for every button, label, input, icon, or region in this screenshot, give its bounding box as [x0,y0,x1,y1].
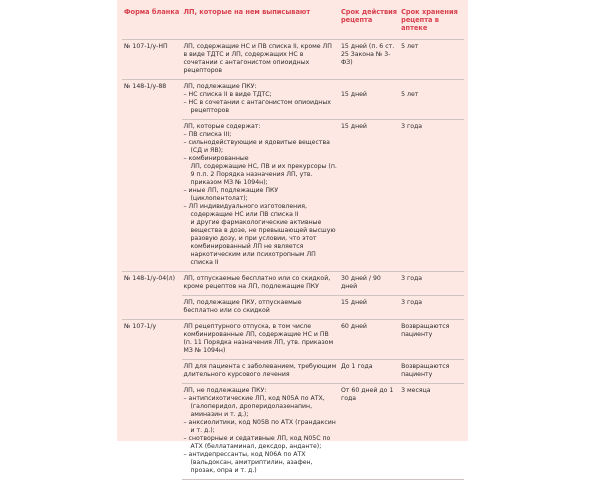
table-row [122,383,464,479]
drug-line: ЛП, не подлежащие ПКУ: [183,386,267,394]
drug-line: – НС в сочетании с антагонистом опиоидных рецепторов [183,98,331,114]
cell-form: № 148-1/у-88 [122,79,182,119]
cell-validity: 15 дней [339,79,399,119]
cell-storage: 5 лет [401,42,419,50]
cell-validity: 60 дней [339,319,399,359]
cell-drugs [182,295,339,319]
table-row [122,79,464,119]
cell-drugs [182,119,339,271]
drug-line: ЛП, содержащие НС, ПВ и их прекурсоры (п. 9 п.п. 2 Порядка назначения ЛП, утв. приказом МЗ № 1094н); [190,162,337,186]
cell-storage: 3 месяца [399,383,464,479]
header-form: Форма бланка [122,8,182,39]
prescription-forms-table [122,8,464,480]
table-row [122,119,464,271]
cell-storage: 3 года [399,271,464,295]
drug-line: – антипсихотические ЛП, код N05A по АТХ, (галоперидол, дроперидолазенапин, аминазин и т. д.); [183,394,325,418]
drug-line: и другие фармакологические активные вещества в дозе, не превышающей высшую разовую дозу, и при условии, что этот комбинированный ЛП не является наркотическим или психотропным ЛП списка II [190,218,336,266]
cell-form: № 107-1/у [122,319,182,359]
drug-line: – анксиолитики, код N05B по АТХ (грандаксин и т. д.); [183,418,336,434]
table-row [122,271,464,295]
header-drugs: ЛП, которые на нем выписывают [182,8,339,39]
header-validity: Срок действия рецепта [339,8,399,39]
drug-line: ЛП рецептурного отпуска, в том числе комбинированные ЛП, содержащие НС и ПВ (п. 11 Порядка назначения ЛП, утв. приказом МЗ № 1094н) [183,322,334,354]
cell-validity: От 60 дней до 1 года [339,383,399,479]
cell-form [122,383,182,479]
cell-form [122,295,182,319]
cell-validity: 15 дней [339,119,399,271]
cell-validity: 30 дней / 90 дней [339,271,399,295]
drug-line: – ПВ списка III; [183,130,232,138]
drug-line: – антидепрессанты, код N06A по АТХ (вальдоксан, амитриптилин, азафен, прозак, опра и т. д.) [183,450,313,474]
drug-line: ЛП, подлежащие ПКУ, отпускаемые бесплатно или со скидкой [183,298,302,314]
cell-storage: Возвращаются пациенту [399,359,464,383]
drug-line: ЛП, которые содержат: [183,122,261,130]
drug-line: ЛП, отпускаемые бесплатно или со скидкой, кроме рецептов на ЛП, подлежащие ПКУ [183,274,331,290]
cell-drugs [182,383,339,479]
drug-line: ЛП, подлежащие ПКУ: [183,82,257,90]
drug-line: – иные ЛП, подлежащие ПКУ (циклопентолат); [183,186,279,202]
drug-line: ЛП, содержащие НС и ПВ списка II, кроме ЛП в виде ТДТС и ЛП, содержащих НС в сочетании с антагонистом опиоидных рецепторов [183,42,332,74]
table-header-row [122,8,464,39]
table-row [122,295,464,319]
drug-line: ЛП для пациента с заболеванием, требующим длительного курсового лечения [183,362,337,378]
cell-form [122,119,182,271]
drug-line: – НС списка II в виде ТДТС; [183,90,272,98]
cell-validity: 15 дней [339,295,399,319]
cell-form: № 107-1/у-НП [124,42,168,50]
cell-form [122,359,182,383]
drug-line: – комбинированные [183,154,249,162]
cell-validity: 15 дней (п. 6 ст. 25 Закона № 3-ФЗ) [340,42,395,66]
drug-line: – снотворные и седативные ЛП, код N05C по АТХ (беллатаминал, дексдор, анданте); [183,434,331,450]
cell-drugs [182,271,339,295]
table-row [122,39,464,79]
drug-line: – сильнодействующие и ядовитые вещества (СД и ЯВ); [183,138,330,154]
cell-storage: 3 года [399,119,464,271]
cell-drugs [182,359,339,383]
cell-drugs [182,319,339,359]
header-storage: Срок хранения рецепта в аптеке [399,8,464,39]
cell-storage: 3 года [399,295,464,319]
cell-drugs [182,39,339,79]
cell-storage: Возвращаются пациенту [399,319,464,359]
cell-storage: 5 лет [399,79,464,119]
table-row [122,319,464,359]
drug-line: – ЛП индивидуального изготовления, содержащие НС или ПВ списка II [183,202,307,218]
table-row [122,359,464,383]
cell-drugs [182,79,339,119]
cell-form: № 148-1/у-04(л) [122,271,182,295]
cell-validity: До 1 года [339,359,399,383]
